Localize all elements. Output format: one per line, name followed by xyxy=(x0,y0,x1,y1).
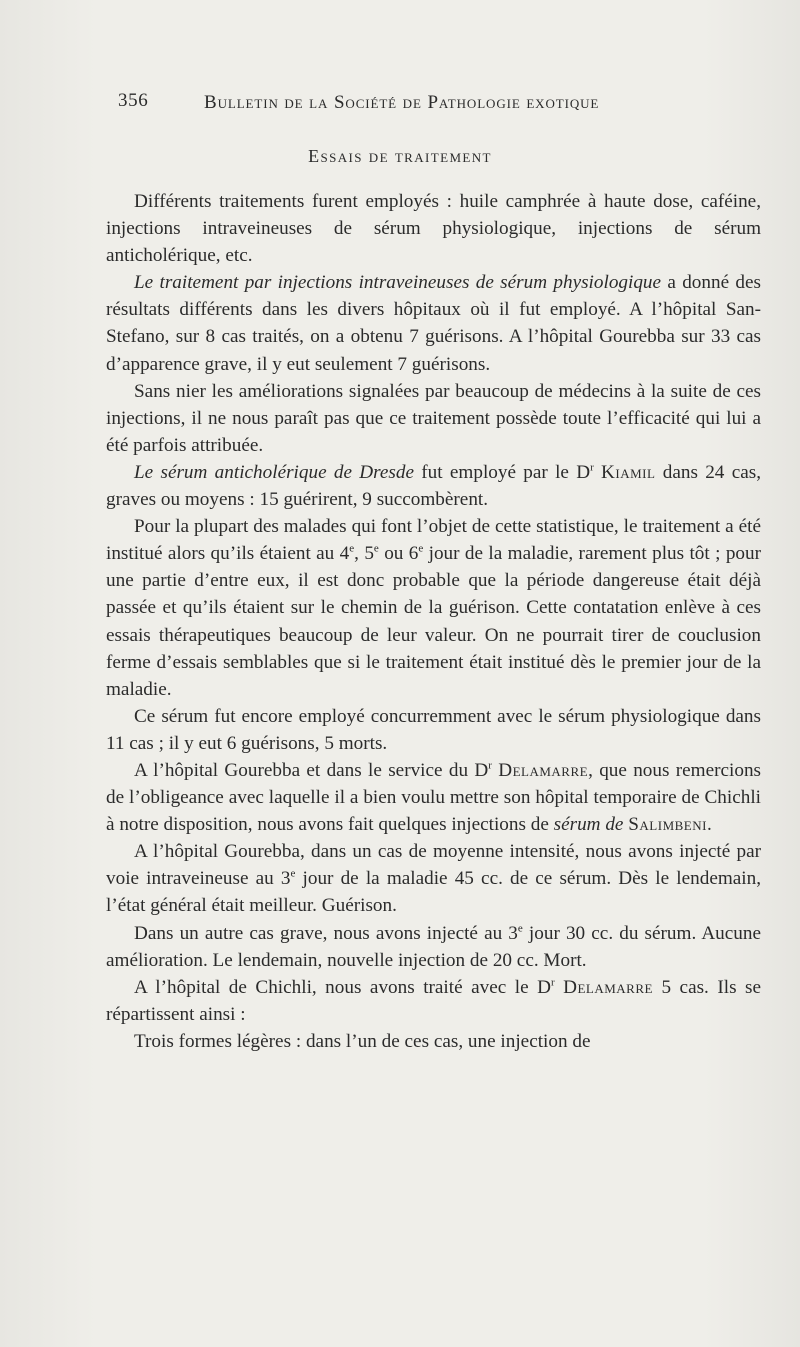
paragraph-10 xyxy=(106,974,761,1028)
paragraph-10-sup: r xyxy=(550,976,555,989)
paragraph-6-text: Ce sérum fut encore employé concurremment avec le sérum physiologique dans 11 cas ; il y eut 6 guérisons, 5 morts. xyxy=(106,705,761,754)
paragraph-4-italic: Le sérum anticholérique de Dresde xyxy=(134,461,414,483)
paragraph-11-text: Trois formes légères : dans l’un de ces cas, une injection de xyxy=(134,1030,591,1052)
paragraph-9-text-b: jour 30 cc. du sérum. Aucune amélioration. Le lendemain, nouvelle injection de 20 cc. Mort. xyxy=(106,922,761,971)
paragraph-4-text-b: dans 24 cas, graves ou moyens : 15 guérirent, 9 succombèrent. xyxy=(106,461,761,511)
paragraph-2 xyxy=(106,269,761,377)
paragraph-10-text-a: A l’hôpital de Chichli, nous avons traité avec le D xyxy=(134,976,551,998)
paragraph-7-text-a: A l’hôpital Gourebba et dans le service du D xyxy=(134,759,489,781)
paragraph-5-sup-c: e xyxy=(418,542,424,555)
paragraph-3 xyxy=(106,378,761,459)
paragraph-10-name: Delamarre xyxy=(563,976,653,998)
journal-title: Bulletin de la Société de Pathologie exotique xyxy=(204,92,600,113)
body-text xyxy=(106,188,761,1055)
paragraph-5-sup-a: e xyxy=(349,542,355,555)
paragraph-8-text-a: A l’hôpital Gourebba, dans un cas de moyenne intensité, nous avons injecté par voie intraveineuse au 3 xyxy=(106,841,761,890)
paragraph-1-text: Différents traitements furent employés : huile camphrée à haute dose, caféine, injections intraveineuses de sérum physiologique, injections de sérum anticholérique, etc. xyxy=(106,191,761,267)
paragraph-7-italic: sérum de xyxy=(553,814,624,836)
paragraph-8 xyxy=(106,838,761,919)
paragraph-4-name: Kiamil xyxy=(601,461,656,483)
paragraph-7-text-b: , que nous remercions de l’obligeance avec laquelle il a bien voulu mettre son hôpital temporaire de Chichli à notre disposition, nous avons fait quelques injections de xyxy=(106,759,762,836)
paragraph-4-text-a: fut employé par le D xyxy=(414,461,591,483)
paragraph-9-text-a: Dans un autre cas grave, nous avons injecté au 3 xyxy=(134,922,518,944)
paragraph-8-sup: e xyxy=(290,867,296,880)
paragraph-1 xyxy=(106,188,761,269)
paragraph-9 xyxy=(106,920,761,974)
paragraph-2-italic: Le traitement par injections intraveineuses de sérum physiologique xyxy=(134,272,662,294)
paragraph-4-sup: r xyxy=(590,461,594,474)
paragraph-7-name2: Salimbeni xyxy=(628,814,707,836)
paragraph-8-text-b: jour de la maladie 45 cc. de ce sérum. Dès le lendemain, l’état général était meilleur. Guérison. xyxy=(106,868,762,917)
paragraph-5-text-c: ou 6 xyxy=(378,543,419,565)
paragraph-7-name: Delamarre xyxy=(498,759,589,781)
paragraph-7-sup: r xyxy=(488,759,492,772)
paragraph-6 xyxy=(106,703,761,757)
paragraph-7-text-c: . xyxy=(706,814,712,836)
paragraph-5 xyxy=(106,513,761,703)
section-title: Essais de traitement xyxy=(308,146,492,166)
paragraph-2-text: a donné des résultats différents dans les divers hôpitaux où il fut employé. A l’hôpital San-Stefano, sur 8 cas traités, on a obtenu 7 guérisons. A l’hôpital Gourebba sur 33 cas d’apparence grave, il y eut seulement 7 guérisons. xyxy=(106,272,761,375)
paragraph-9-sup: e xyxy=(517,922,523,935)
paragraph-3-text: Sans nier les améliorations signalées par beaucoup de médecins à la suite de ces injections, il ne nous paraît pas que ce traitement possède toute l’efficacité qui lui a été parfois attribuée. xyxy=(106,380,761,456)
paragraph-5-text-d: jour de la maladie, rarement plus tôt ; pour une partie d’entre eux, il est donc probable que la période dangereuse était déjà passée et qu’ils étaient sur le chemin de la guérison. Cette contatation enlève à ces essais thérapeutiques beaucoup de leur valeur. On ne pourrait tirer de couclusion ferme d’essais semblables que si le traitement était institué dès le premier jour de la maladie. xyxy=(106,543,762,700)
paragraph-7 xyxy=(106,757,761,838)
page-number: 356 xyxy=(118,90,149,111)
paragraph-5-text-a: Pour la plupart des malades qui font l’objet de cette statistique, le traitement a été institué alors qu’ils étaient au 4 xyxy=(106,516,761,565)
paragraph-4 xyxy=(106,459,761,513)
paragraph-5-text-b: , 5 xyxy=(354,543,374,565)
paragraph-11 xyxy=(106,1028,761,1055)
paragraph-5-sup-b: e xyxy=(373,542,379,555)
paragraph-10-text-b: 5 cas. Ils se répartissent ainsi : xyxy=(106,976,762,1025)
